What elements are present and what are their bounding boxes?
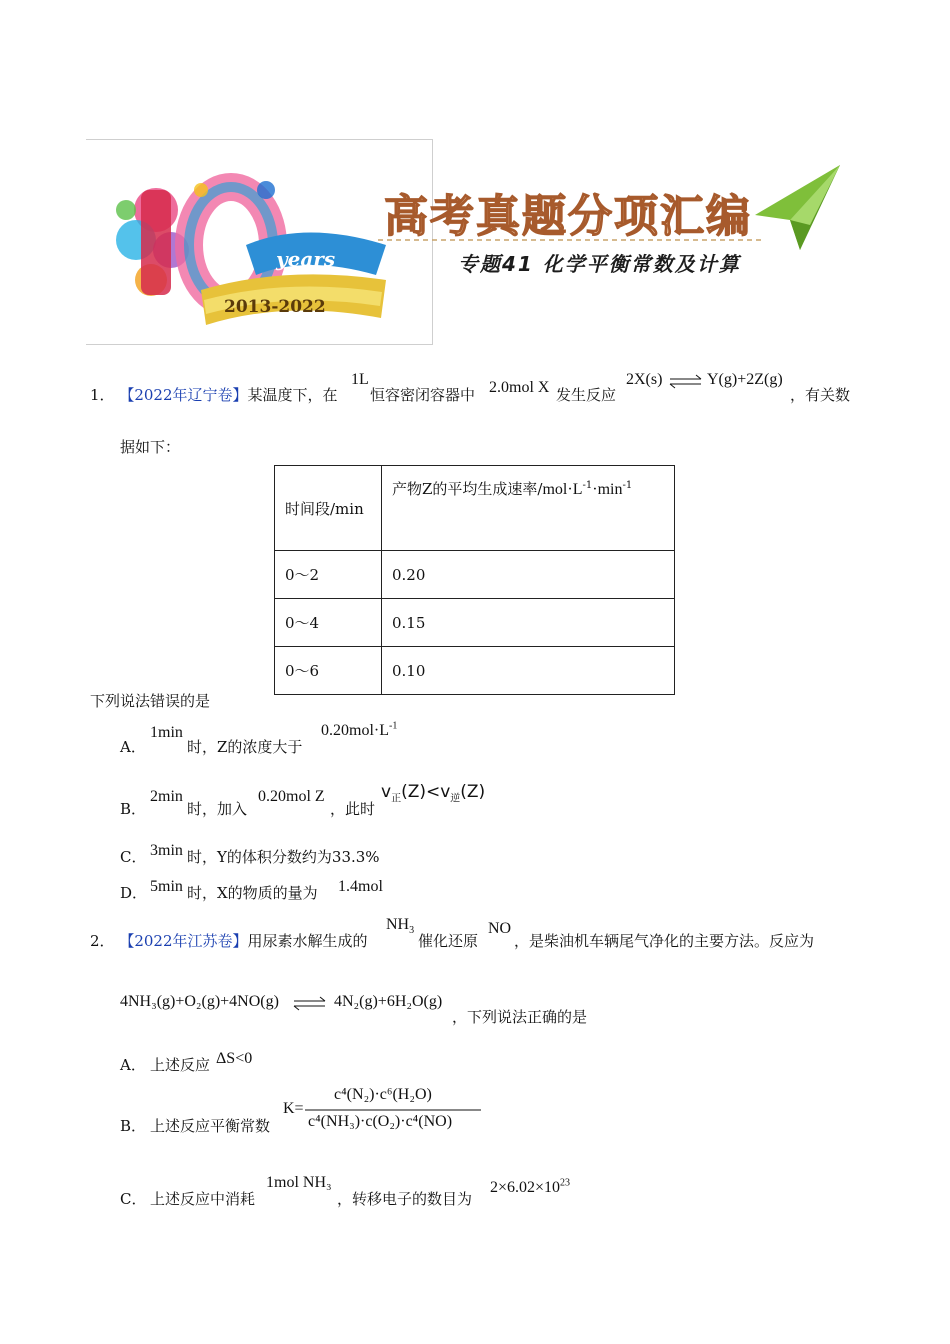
q2-stem-d: ，下列说法正确的是 <box>452 1008 588 1026</box>
q1-stem-a: 某温度下，在 <box>247 386 338 404</box>
q1-stem-e: 据如下： <box>120 438 181 456</box>
q2-stem-a: 用尿素水解生成的 <box>247 932 368 950</box>
q1-option-a-value <box>321 722 397 740</box>
q1-reaction-left: 2X(s) <box>626 371 663 388</box>
q1-option-d-value: 1.4mol <box>338 878 383 895</box>
q1-b-m2: (Z) <box>460 782 486 802</box>
table-row <box>275 599 675 647</box>
question-1-line-1 <box>90 384 338 405</box>
q2-option-b-k: K= <box>283 1100 304 1117</box>
q1-option-b-value: 0.20mol Z <box>258 788 325 805</box>
question-2-line-1 <box>90 930 368 951</box>
q1-b-v1: v <box>381 782 392 802</box>
q2-option-b-denominator: c⁴(NH₃)·c(O₂)·c⁴(NO) <box>308 1113 453 1130</box>
q1-reaction-right: Y(g)+2Z(g) <box>707 371 783 388</box>
q2-option-c-value: 1mol NH₃ <box>266 1174 332 1191</box>
q2-nh3-sub: 3 <box>409 925 415 937</box>
q2-option-a-label: A． <box>120 1056 146 1074</box>
table-header-rate <box>382 466 675 551</box>
q1-stem-c: 发生反应 <box>556 386 617 404</box>
q2-no: NO <box>488 920 512 937</box>
q2-reaction-left: 4NH₃(g)+O₂(g)+4NO(g) <box>120 993 279 1010</box>
q1-option-a-text: 时，Z的浓度大于 <box>187 738 303 756</box>
q1-number: 1． <box>90 386 115 404</box>
q2-option-c-number <box>490 1179 570 1197</box>
header-rate-text: 产物Z的平均生成速率/ <box>392 480 543 498</box>
table-cell-rate: 0.10 <box>382 647 675 695</box>
q1-volume: 1L <box>351 371 369 388</box>
table-header-row <box>275 466 675 551</box>
q2-nh3 <box>386 916 415 937</box>
q1-option-a-val: 0.20mol·L <box>321 722 389 739</box>
q2-number: 2． <box>90 932 115 950</box>
table-cell-rate: 0.15 <box>382 599 675 647</box>
fraction-bar <box>305 1108 483 1112</box>
banner-subtitle: 专题41 化学平衡常数及计算 <box>458 252 741 276</box>
q1-option-a-exp: -1 <box>389 720 398 732</box>
q2-option-b-label: B． <box>120 1117 147 1135</box>
q1-option-b-time: 2min <box>150 788 183 805</box>
q2-option-a-text: 上述反应 <box>150 1056 211 1074</box>
q2-c-num: 2×6.02×10 <box>490 1179 561 1196</box>
q2-option-a-value: ΔS<0 <box>216 1050 253 1067</box>
banner-title: 高考真题分项汇编 <box>384 191 752 242</box>
q1-source: 【2022年辽宁卷】 <box>119 386 248 404</box>
header-rate-unit2: ·min <box>592 481 623 498</box>
header-rate-unit: mol·L <box>542 481 583 498</box>
q1-b-s2: 逆 <box>450 793 461 805</box>
q2-option-c-label: C． <box>120 1190 147 1208</box>
q2-nh3-base: NH <box>386 916 410 933</box>
badge-years-range: 2013-2022 <box>224 297 326 317</box>
table-row <box>275 647 675 695</box>
q1-option-a-label: A． <box>120 738 146 756</box>
rate-table <box>274 465 675 695</box>
q1-option-b-text: 时，加入 <box>187 800 248 818</box>
q2-c-exp: 23 <box>560 1177 571 1189</box>
equilibrium-arrow-icon <box>668 373 704 389</box>
table-cell-period: 0～2 <box>275 551 382 599</box>
q1-amount: 2.0mol X <box>489 379 550 396</box>
badge-years-text: years <box>276 247 336 271</box>
q1-stem-d: ，有关数 <box>790 386 851 404</box>
q1-stem-b: 恒容密闭容器中 <box>370 386 476 404</box>
q1-option-c-time: 3min <box>150 842 183 859</box>
q1-option-b-rate-compare <box>381 782 486 805</box>
table-header-period: 时间段/min <box>275 466 382 551</box>
q2-option-c-text: 上述反应中消耗 <box>150 1190 256 1208</box>
q2-stem-c: ，是柴油机车辆尾气净化的主要方法。反应为 <box>514 932 815 950</box>
q1-option-c-label: C． <box>120 848 147 866</box>
q1-option-a-time: 1min <box>150 724 183 741</box>
q1-option-b-text2: ，此时 <box>330 800 376 818</box>
q1-option-c-text: 时，Y的体积分数约为33.3% <box>187 848 380 866</box>
equilibrium-arrow-icon <box>292 995 328 1011</box>
q2-source: 【2022年江苏卷】 <box>119 932 248 950</box>
q1-option-d-text: 时，X的物质的量为 <box>187 884 318 902</box>
q1-option-b-label: B． <box>120 800 147 818</box>
header-rate-exp1: -1 <box>582 480 593 491</box>
header-rate-exp2: -1 <box>622 480 633 491</box>
q1-option-d-label: D． <box>120 884 148 902</box>
q1-option-d-time: 5min <box>150 878 183 895</box>
table-row <box>275 551 675 599</box>
table-cell-period: 0～4 <box>275 599 382 647</box>
q2-stem-b: 催化还原 <box>418 932 479 950</box>
q1-prompt: 下列说法错误的是 <box>90 692 211 710</box>
table-cell-rate: 0.20 <box>382 551 675 599</box>
q2-option-b-numerator: c⁴(N₂)·c⁶(H₂O) <box>334 1086 432 1103</box>
q1-b-s1: 正 <box>391 793 402 805</box>
table-cell-period: 0～6 <box>275 647 382 695</box>
q2-option-b-text: 上述反应平衡常数 <box>150 1117 271 1135</box>
ten-years-logo <box>96 150 396 340</box>
q2-option-c-text2: ，转移电子的数目为 <box>337 1190 473 1208</box>
banner-dashed-line <box>378 230 768 252</box>
q1-b-m1: (Z)<v <box>401 782 451 802</box>
q2-reaction-right: 4N₂(g)+6H₂O(g) <box>334 993 443 1010</box>
